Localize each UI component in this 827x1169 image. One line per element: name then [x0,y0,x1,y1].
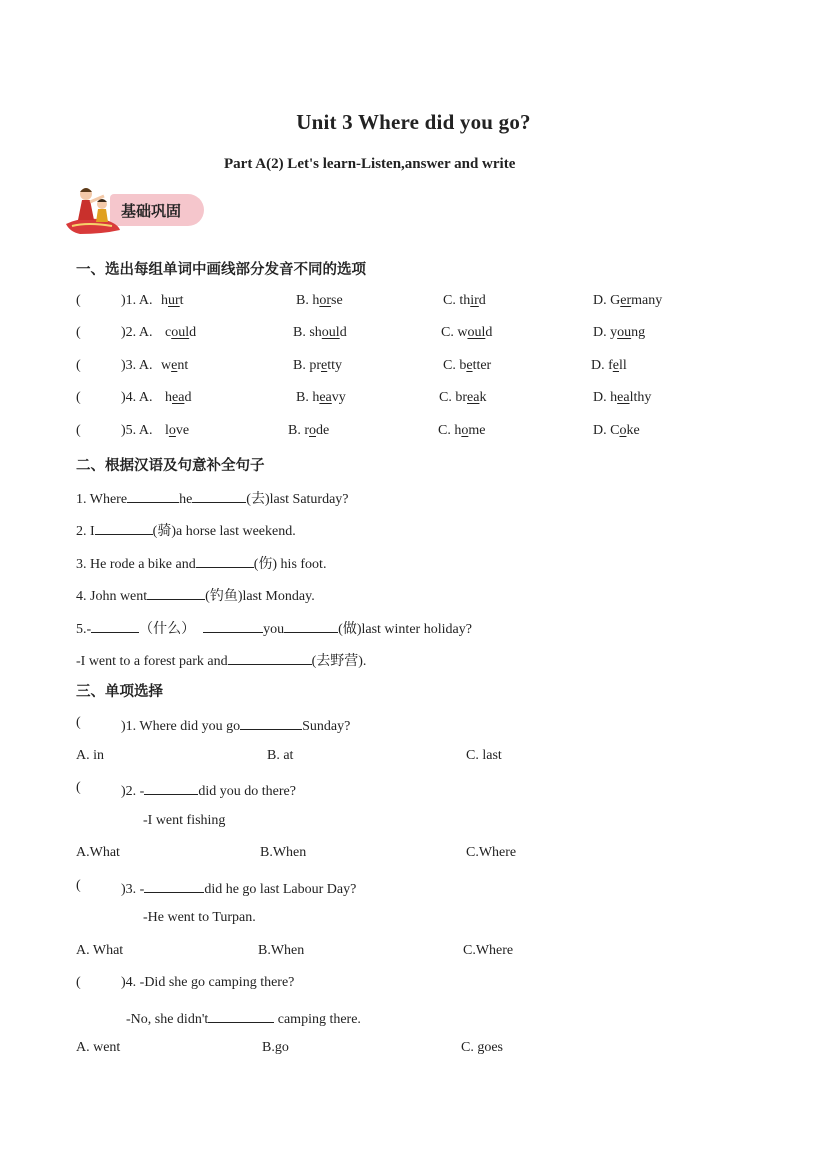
option-a: went [161,358,189,373]
answer-blank[interactable] [284,618,338,633]
mc-question-2: )2. - did you do there? [121,780,296,800]
option-b: B. pretty [293,358,342,373]
answer-blank[interactable] [192,488,246,503]
option-d: D. fell [591,358,627,373]
mc1-option-b[interactable]: B. at [267,748,294,763]
answer-paren: ( [76,390,81,405]
answer-blank[interactable] [95,520,153,535]
answer-blank[interactable] [228,650,312,665]
option-a: love [165,423,190,438]
fill-question-4: 4. John went (钓鱼)last Monday. [76,585,315,605]
option-d: D. young [593,325,646,340]
answer-blank[interactable] [208,1008,274,1023]
option-b: B. rode [288,423,330,438]
mc3-option-b[interactable]: B.When [258,943,305,958]
answer-paren: ( [76,975,81,990]
section3-heading: 三、单项选择 [76,684,163,700]
mc1-option-a[interactable]: A. in [76,748,104,763]
option-a: head [165,390,192,405]
mc3-option-a[interactable]: A. What [76,943,124,958]
fill-question-3: 3. He rode a bike and (伤) his foot. [76,553,326,573]
question-number: )3. A. [121,358,153,373]
mc2-option-c[interactable]: C.Where [466,845,517,860]
answer-blank[interactable] [203,618,263,633]
option-d: D. Coke [593,423,640,438]
question-number: )4. A. [121,390,153,405]
option-c: C. better [443,358,492,373]
option-a: hurt [161,293,184,308]
answer-paren: ( [76,423,81,438]
answer-paren: ( [76,325,81,340]
option-a: could [165,325,197,340]
answer-blank[interactable] [240,715,302,730]
fill-question-2: 2. I (骑)a horse last weekend. [76,520,296,540]
badge-label: 基础巩固 [121,202,182,220]
fill-question-5-answer: -I went to a forest park and (去野营). [76,650,366,670]
mc2-option-a[interactable]: A.What [76,845,120,860]
option-c: C. would [441,325,493,340]
answer-paren: ( [76,780,81,795]
option-d: D. healthy [593,390,652,405]
option-d: D. Germany [593,293,663,308]
option-c: C. home [438,423,486,438]
mc3-option-c[interactable]: C.Where [463,943,514,958]
mc4-option-a[interactable]: A. went [76,1040,121,1055]
mc-question-1: )1. Where did you go Sunday? [121,715,350,735]
section1-heading: 一、选出每组单词中画线部分发音不同的选项 [76,262,366,278]
mascot-illustration [62,180,122,238]
answer-blank[interactable] [91,618,139,633]
answer-paren: ( [76,293,81,308]
mc2-option-b[interactable]: B.When [260,845,307,860]
option-b: B. heavy [296,390,346,405]
page-title: Unit 3 Where did you go? [296,110,531,134]
mc2-answer: -I went fishing [143,813,226,828]
option-b: B. horse [296,293,343,308]
mc3-answer: -He went to Turpan. [143,910,256,925]
fill-question-1: 1. Where he (去)last Saturday? [76,488,349,508]
question-number: )1. A. [121,293,153,308]
answer-paren: ( [76,715,81,730]
answer-blank[interactable] [144,878,204,893]
mc1-option-c[interactable]: C. last [466,748,502,763]
mc-question-4: )4. -Did she go camping there? [121,975,295,990]
mc4-option-c[interactable]: C. goes [461,1040,503,1055]
answer-paren: ( [76,878,81,893]
page-subtitle: Part A(2) Let's learn-Listen,answer and write [224,156,516,172]
option-c: C. third [443,293,486,308]
question-number: )5. A. [121,423,153,438]
mc4-option-b[interactable]: B.go [262,1040,289,1055]
answer-blank[interactable] [196,553,254,568]
question-number: )2. A. [121,325,153,340]
section2-heading: 二、根据汉语及句意补全句子 [76,458,265,474]
answer-blank[interactable] [127,488,179,503]
answer-paren: ( [76,358,81,373]
fill-question-5: 5.- （什么） you (做)last winter holiday? [76,618,472,638]
mc-question-3: )3. - did he go last Labour Day? [121,878,356,898]
answer-blank[interactable] [147,585,205,600]
option-b: B. should [293,325,347,340]
answer-blank[interactable] [144,780,198,795]
option-c: C. break [439,390,487,405]
mc4-answer: -No, she didn't camping there. [126,1008,361,1028]
